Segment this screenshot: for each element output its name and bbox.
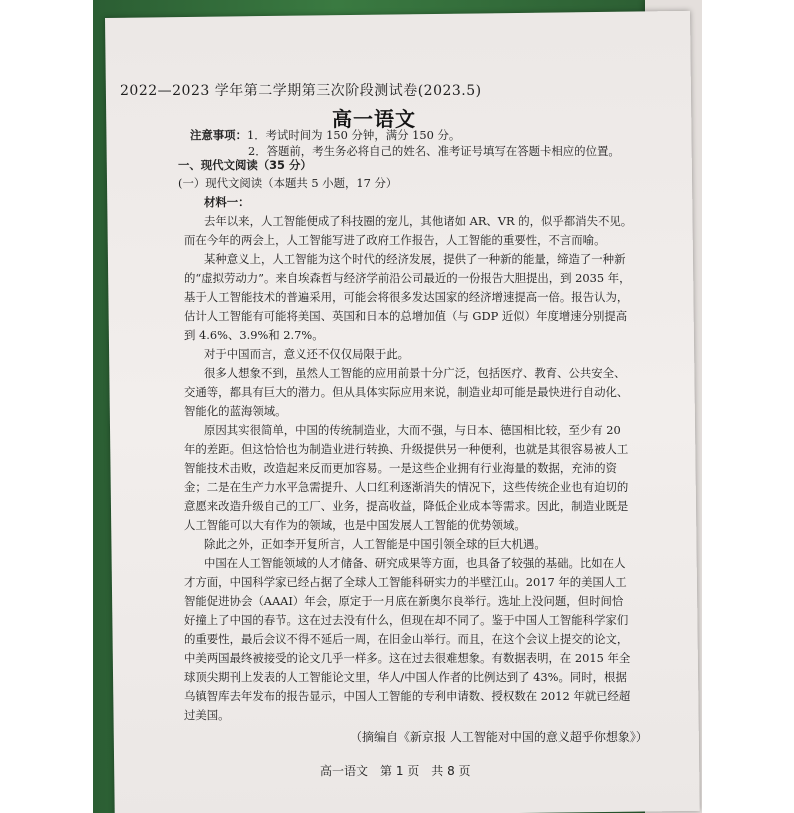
text-line: 中美两国最终被接受的论文几乎一样多。这在过去很难想象。有数据表明，在 2015 年全 xyxy=(184,651,631,665)
text-line: 交通等，都具有巨大的潜力。但从具体实际应用来说，制造业却可能是最快进行自动化、 xyxy=(184,385,629,399)
section-heading: 一、现代文阅读（35 分） xyxy=(178,158,312,172)
text-line: 金；二是在生产力水平急需提升、人口红利逐渐消失的情况下，这些传统企业也有迫切的 xyxy=(184,480,629,494)
notice-item-2: 2．答题前，考生务必将自己的姓名、准考证号填写在答题卡相应的位置。 xyxy=(248,144,620,158)
text-line: 某种意义上，人工智能为这个时代的经济发展，提供了一种新的能量，缔造了一种新 xyxy=(204,252,626,266)
text-line: 基于人工智能技术的普遍采用，可能会将很多发达国家的经济增速提高一倍。报告认为， xyxy=(184,290,629,304)
text-line: 智能技术击败，改造起来反而更加容易。一是这些企业拥有行业海量的数据，充沛的资 xyxy=(184,461,617,475)
text-line: 对于中国而言，意义还不仅仅局限于此。 xyxy=(204,347,410,361)
text-line: 除此之外，正如李开复所言，人工智能是中国引领全球的巨大机遇。 xyxy=(204,537,546,551)
text-line: 的“虚拟劳动力”。来自埃森哲与经济学前沿公司最近的一份报告大胆提出，到 2035 年， xyxy=(184,271,631,285)
text-line: 而在今年的两会上，人工智能写进了政府工作报告，人工智能的重要性，不言而喻。 xyxy=(184,233,606,247)
text-line: 意愿来改造升级自己的工厂、业务，提高收益，降低企业成本等需求。因此，制造业既是 xyxy=(184,499,629,513)
text-line: 乌镇智库去年发布的报告显示，中国人工智能的专利申请数、授权数在 2012 年就已经超 xyxy=(184,689,631,703)
subsection-heading: (一）现代文阅读（本题共 5 小题，17 分） xyxy=(178,176,398,190)
text-line: 智能化的蓝海领域。 xyxy=(184,404,287,418)
text-line: 年的差距。但这恰恰也为制造业进行转换、升级提供另一种便利，也就是其很容易被人工 xyxy=(184,442,629,456)
text-line: 才方面，中国科学家已经占据了全球人工智能科研实力的半壁江山。2017 年的美国人工 xyxy=(184,575,627,589)
exam-title: 2022—2023 学年第二学期第三次阶段测试卷(2023.5) xyxy=(120,83,482,99)
text-line: 原因其实很简单，中国的传统制造业，大而不强，与日本、德国相比较，至少有 20 xyxy=(204,423,621,437)
text-line: 的重要性，最后会议不得不延后一周，在旧金山举行。而且，在这个会议上提交的论文， xyxy=(184,632,629,646)
text-line: 估计人工智能有可能将美国、英国和日本的总增加值（与 GDP 近似）年度增速分别提高 xyxy=(184,309,628,323)
notice-line-1 xyxy=(190,128,460,142)
text-line: 中国在人工智能领域的人才储备、研究成果等方面，也具备了较强的基础。比如在人 xyxy=(204,556,626,570)
exam-subject: 高一语文 xyxy=(332,107,416,131)
text-line: 人工智能可以大有作为的领域，也是中国发展人工智能的优势领域。 xyxy=(184,518,526,532)
text-line: 球顶尖期刊上发表的人工智能论文里，华人/中国人作者的比例达到了 43%。同时，根据 xyxy=(184,670,627,684)
text-line: 到 4.6%、3.9%和 2.7%。 xyxy=(184,328,324,342)
notice-label: 注意事项： xyxy=(190,128,247,142)
page-footer: 高一语文 第 1 页 共 8 页 xyxy=(320,764,471,778)
text-line: 很多人想象不到，虽然人工智能的应用前景十分广泛，包括医疗、教育、公共安全、 xyxy=(204,366,626,380)
notice-item-1: 1．考试时间为 150 分钟，满分 150 分。 xyxy=(246,128,461,142)
source-citation: （摘编自《新京报 人工智能对中国的意义超乎你想象》） xyxy=(350,730,648,744)
text-line: 好撞上了中国的春节。这在过去没有什么，但现在却不同了。鉴于中国人工智能科学家们 xyxy=(184,613,629,627)
text-line: 智能促进协会（AAAI）年会，原定于一月底在新奥尔良举行。选址上没问题，但时间恰 xyxy=(184,594,624,608)
text-line: 过美国。 xyxy=(184,708,230,722)
material-label: 材料一： xyxy=(204,195,250,209)
text-line: 去年以来，人工智能便成了科技圈的宠儿，其他诸如 AR、VR 的，似乎都消失不见。 xyxy=(204,214,633,228)
